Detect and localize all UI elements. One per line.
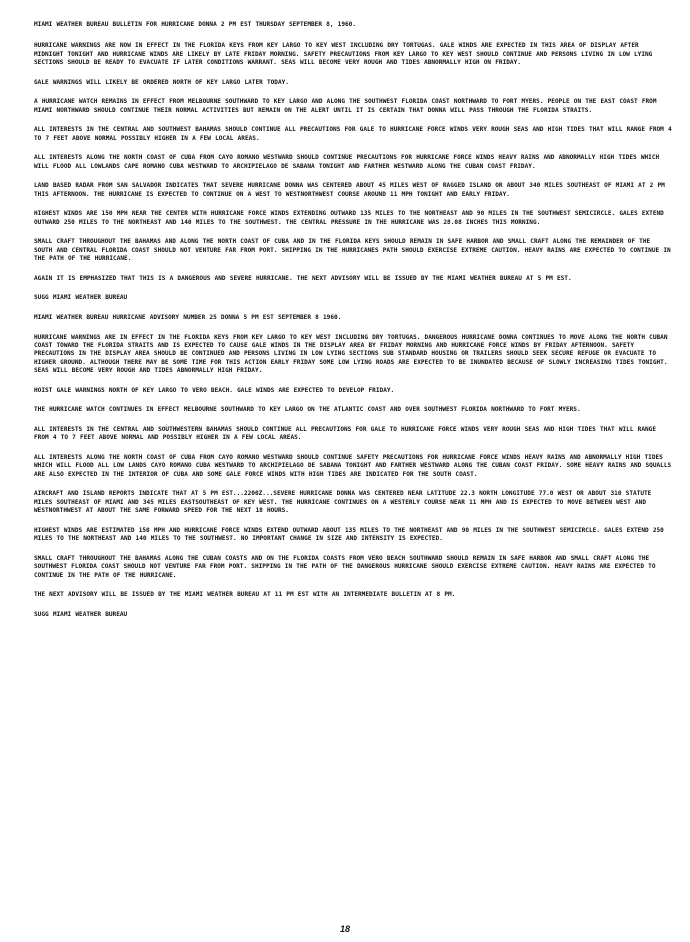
paragraph-cuba: ALL INTERESTS ALONG THE NORTH COAST OF CUBA FROM CAYO ROMANO WESTWARD SHOULD CONTINUE PRECAUTIONS FOR HURRICANE FORCE WINDS HEAVY RAINS AND ABNORMALLY HIGH TIDES WHICH WILL FLOOD ALL LOWLANDS CAPE ROMANO CUBA WESTWARD TO ARCHIPIELAGO DE SABANA TONIGHT AND FARTHER WESTWARD ALONG THE CUBAN COAST FRIDAY. — [34, 154, 664, 170]
paragraph-next-advisory: THE NEXT ADVISORY WILL BE ISSUED BY THE MIAMI WEATHER BUREAU AT 11 PM EST WITH AN INTERMEDIATE BULLETIN AT 8 PM. — [34, 591, 456, 599]
paragraph-highest-winds: HIGHEST WINDS ARE 150 MPH NEAR THE CENTER WITH HURRICANE FORCE WINDS EXTENDING OUTWARD 135 MILES TO THE NORTHEAST AND 90 MILES IN THE SOUTHWEST SEMICIRCLE. GALES EXTEND OUTWARD 250 MILES TO THE NORTHEAST AND 140 MILES TO THE SOUTHWEST. THE CENTRAL PRESSURE IN THE HURRICANE WAS 28.08 INCHES THIS MORNING. — [34, 210, 669, 226]
paragraph-emphasis: AGAIN IT IS EMPHASIZED THAT THIS IS A DANGEROUS AND SEVERE HURRICANE. THE NEXT ADVISORY WILL BE ISSUED BY THE MIAMI WEATHER BUREAU AT 5 PM EST. — [34, 274, 572, 282]
paragraph-small-craft: SMALL CRAFT THROUGHOUT THE BAHAMAS AND ALONG THE NORTH COAST OF CUBA AND IN THE FLORIDA KEYS SHOULD REMAIN IN SAFE HARBOR AND SMALL CRAFT ALONG THE REMAINDER OF THE SOUTH AND CENTRAL FLORIDA COAST SHOULD NOT VENTURE FAR FROM PORT. SHIPPING IN THE HURRICANES PATH SHOULD EXERCISE EXTREME CAUTION. HEAVY RAINS ARE EXPECTED TO CONTINUE IN THE PATH OF THE HURRICANE. — [34, 238, 675, 263]
page-number: 18 — [339, 924, 350, 934]
paragraph-hoist-gale: HOIST GALE WARNINGS NORTH OF KEY LARGO TO VERO BEACH. GALE WINDS ARE EXPECTED TO DEVELOP FRIDAY. — [34, 386, 395, 394]
paragraph-cuba-2: ALL INTERESTS ALONG THE NORTH COAST OF CUBA FROM CAYO ROMANO WESTWARD SHOULD CONTINUE SAFETY PRECAUTIONS FOR HURRICANE FORCE WINDS HEAVY RAINS AND ABNORMALLY HIGH TIDES WHICH WILL FLOOD ALL LOW LANDS CAYO ROMANO CUBA WESTWARD TO ARCHIPIELAGO DE SABANA TONIGHT AND FARTHER WESTWARD ALONG THE CUBAN COAST FRIDAY. SOME HEAVY RAINS AND SQUALLS ARE ALSO EXPECTED IN THE INTERIOR OF CUBA AND SOME GALE FORCE WINDS WITH HIGH TIDES ARE INDICATED FOR THE SOUTH COAST. — [34, 454, 676, 478]
paragraph-advisory-warnings: HURRICANE WARNINGS ARE IN EFFECT IN THE FLORIDA KEYS FROM KEY LARGO TO KEY WEST INCLUDING DRY TORTUGAS. DANGEROUS HURRICANE DONNA CONTINUES TO MOVE ALONG THE NORTH CUBAN COAST TOWARD THE FLORIDA STRAITS AND IS EXPECTED TO CAUSE GALE WINDS IN THE DISPLAY AREA BY FRIDAY MORNING AND HURRICANE FORCE WINDS BY FRIDAY AFTERNOON. SAFETY PRECAUTIONS IN THE DISPLAY AREA SHOULD BE CONTINUED AND PERSONS LIVING IN LOW LYING SECTIONS SUB STANDARD HOUSING OR TRAILERS SHOULD SEEK SECURE REFUGE OR EVACUATE TO HIGHER GROUND. ALTHOUGH THERE MAY BE SOME TIME FOR THIS ACTION EARLY FRIDAY SOME LOW LYING ROADS ARE EXPECTED TO BE INUNDATED BECAUSE OF SLOWLY INCREASING TIDES TONIGHT. SEAS WILL BECOME VERY ROUGH AND TIDES ABNORMALLY HIGH FRIDAY. — [34, 333, 672, 375]
paragraph-small-craft-2: SMALL CRAFT THROUGHOUT THE BAHAMAS ALONG THE CUBAN COASTS AND ON THE FLORIDA COASTS FROM VERO BEACH SOUTHWARD SHOULD REMAIN IN SAFE HARBOR AND SMALL CRAFT ALONG THE SOUTHWEST FLORIDA COAST SHOULD NOT VENTURE FAR FROM PORT. SHIPPING IN THE PATH OF THE DANGEROUS HURRICANE SHOULD EXERCISE EXTREME CAUTION. HEAVY RAINS ARE EXPECTED TO CONTINUE IN THE PATH OF THE HURRICANE. — [34, 554, 660, 579]
signature-1: SUGG MIAMI WEATHER BUREAU — [34, 294, 128, 302]
paragraph-watch-continues: THE HURRICANE WATCH CONTINUES IN EFFECT MELBOURNE SOUTHWARD TO KEY LARGO ON THE ATLANTIC COAST AND OVER SOUTHWEST FLORIDA NORTHWARD TO FORT MYERS. — [34, 406, 581, 414]
paragraph-gale-warnings: GALE WARNINGS WILL LIKELY BE ORDERED NORTH OF KEY LARGO LATER TODAY. — [34, 78, 289, 86]
paragraph-hurricane-watch: A HURRICANE WATCH REMAINS IN EFFECT FROM MELBOURNE SOUTHWARD TO KEY LARGO AND ALONG THE SOUTHWEST FLORIDA COAST NORTHWARD TO FORT MYERS. PEOPLE ON THE EAST COAST FROM MIAMI NORTHWARD SHOULD CONTINUE THEIR NORMAL ACTIVITIES BUT REMAIN ON THE ALERT UNTIL IT IS CERTAIN THAT DONNA WILL PASS THROUGH THE FLORIDA STRAITS. — [34, 98, 661, 114]
bulletin-2pm-heading: MIAMI WEATHER BUREAU BULLETIN FOR HURRICANE DONNA 2 PM EST THURSDAY SEPTEMBER 8, 1960. — [34, 21, 357, 28]
advisory-25-heading: MIAMI WEATHER BUREAU HURRICANE ADVISORY NUMBER 25 DONNA 5 PM EST SEPTEMBER 8 1960. — [34, 314, 342, 321]
paragraph-bahamas: ALL INTERESTS IN THE CENTRAL AND SOUTHWEST BAHAMAS SHOULD CONTINUE ALL PRECAUTIONS FOR GALE TO HURRICANE FORCE WINDS VERY ROUGH SEAS AND HIGH TIDES THAT WILL RANGE FROM 4 TO 7 FEET ABOVE NORMAL POSSIBLY HIGHER IN A FEW LOCAL AREAS. — [34, 126, 676, 142]
signature-2: SUGG MIAMI WEATHER BUREAU — [34, 610, 128, 618]
paragraph-highest-winds-2: HIGHEST WINDS ARE ESTIMATED 150 MPH AND HURRICANE FORCE WINDS EXTEND OUTWARD ABOUT 135 MILES TO THE NORTHEAST AND 90 MILES IN THE SOUTHWEST SEMICIRCLE. GALES EXTEND 250 MILES TO THE NORTHEAST AND 140 MILES TO THE SOUTHWEST. NO IMPORTANT CHANGE IN SIZE AND INTENSITY IS EXPECTED. — [34, 526, 669, 543]
paragraph-aircraft-reports: AIRCRAFT AND ISLAND REPORTS INDICATE THAT AT 5 PM EST...2200Z...SEVERE HURRICANE DONNA WAS CENTERED NEAR LATITUDE 22.3 NORTH LONGITUDE 77.0 WEST OR ABOUT 310 STATUTE MILES SOUTHEAST OF MIAMI AND 345 MILES EASTSOUTHEAST OF KEY WEST. THE HURRICANE CONTINUES ON A WESTERLY COURSE NEAR 11 MPH AND IS EXPECTED TO MOVE BETWEEN WEST AND WESTNORTHWEST AT ABOUT THE SAME FORWARD SPEED FOR THE NEXT 18 HOURS. — [34, 490, 656, 515]
paragraph-hurricane-warnings: HURRICANE WARNINGS ARE NOW IN EFFECT IN THE FLORIDA KEYS FROM KEY LARGO TO KEY WEST INCLUDING DRY TORTUGAS. GALE WINDS ARE EXPECTED IN THIS AREA OF DISPLAY AFTER MIDNIGHT TONIGHT AND HURRICANE WINDS ARE LIKELY BY LATE FRIDAY MORNING. SAFETY PRECAUTIONS FROM KEY LARGO TO KEY WEST SHOULD CONTINUE AND PERSONS LIVING IN LOW LYING SECTIONS SHOULD BE READY TO EVACUATE IF LATER CONDITIONS WARRANT. SEAS WILL BECOME VERY ROUGH AND TIDES ABNORMALLY HIGH ON FRIDAY. — [34, 42, 657, 67]
paragraph-radar-position: LAND BASED RADAR FROM SAN SALVADOR INDICATES THAT SEVERE HURRICANE DONNA WAS CENTERED ABOUT 45 MILES WEST OF RAGGED ISLAND OR ABOUT 340 MILES SOUTHEAST OF MIAMI AT 2 PM THIS AFTERNOON. THE HURRICANE IS EXPECTED TO CONTINUE ON A WEST TO WESTNORTHWEST COURSE AROUND 11 MPH TONIGHT AND EARLY FRIDAY. — [34, 182, 670, 198]
paragraph-bahamas-2: ALL INTERESTS IN THE CENTRAL AND SOUTHWESTERN BAHAMAS SHOULD CONTINUE ALL PRECAUTIONS FOR GALE TO HURRICANE FORCE WINDS VERY ROUGH SEAS AND HIGH TIDES THAT WILL RANGE FROM 4 TO 7 FEET ABOVE NORMAL AND POSSIBLY HIGHER IN A FEW LOCAL AREAS. — [34, 426, 661, 442]
